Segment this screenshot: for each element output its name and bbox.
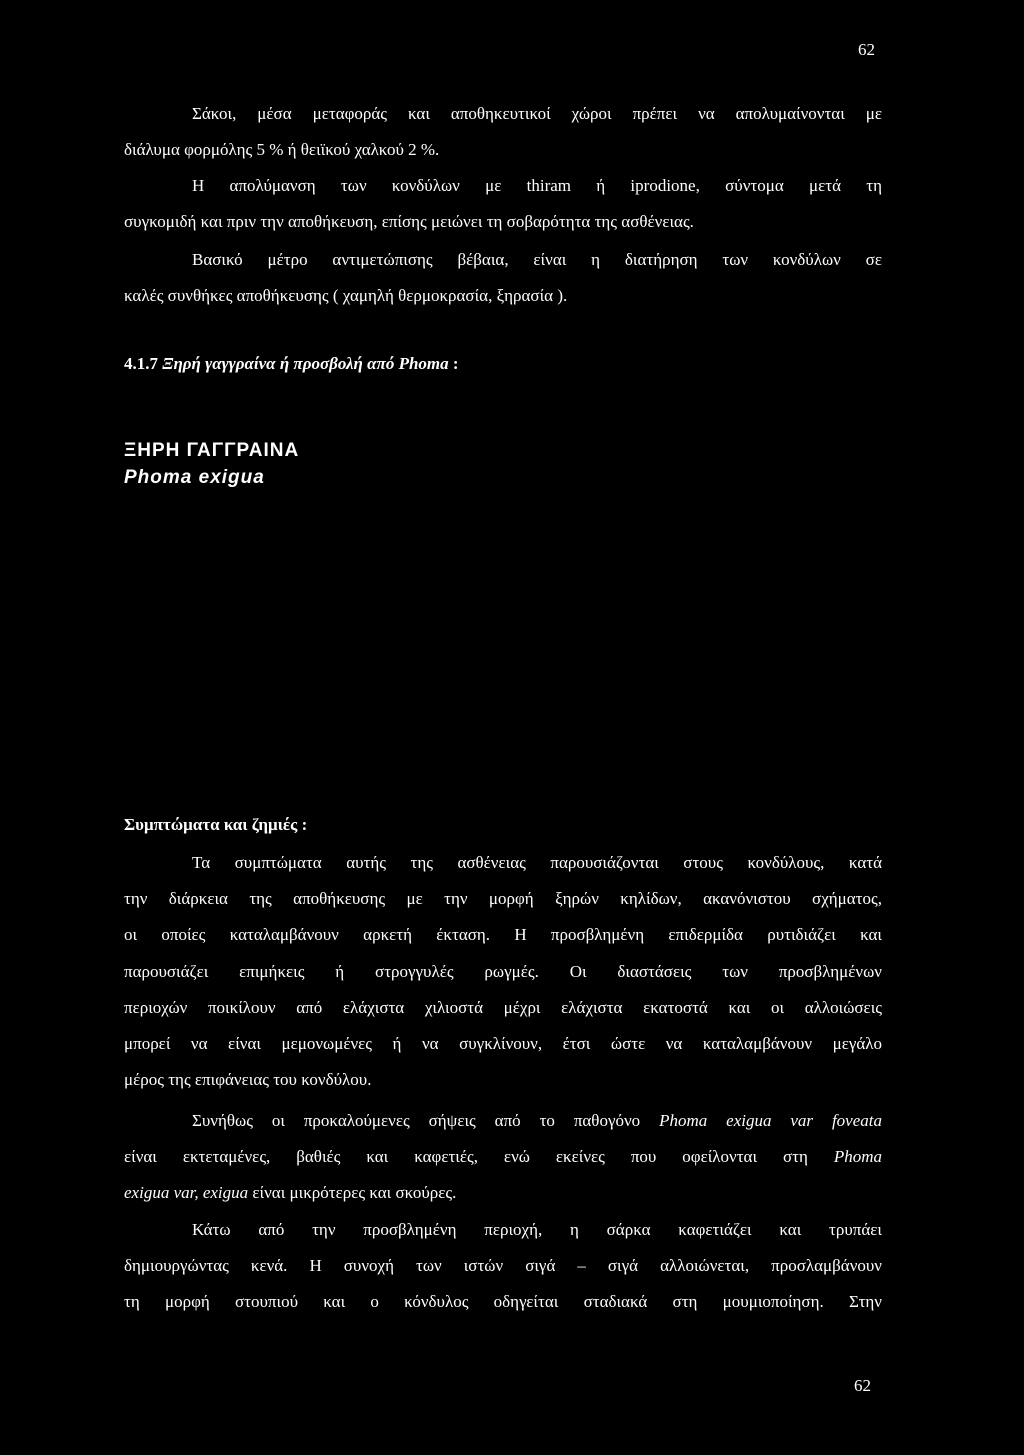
text-line: μπορεί να είναι μεμονωμένες ή να συγκλίνουν, έτσι ώστε να καταλαμβάνουν μεγάλο — [124, 1034, 882, 1054]
text-fragment: Συνήθως οι προκαλούμενες σήψεις από το παθογόνο — [192, 1111, 641, 1130]
species-name: Phoma — [833, 1147, 882, 1167]
page-number-top: 62 — [858, 40, 875, 59]
text-line: Βασικό μέτρο αντιμετώπισης βέβαια, είναι η διατήρηση των κονδύλων σε — [192, 250, 882, 269]
species-name: exigua var, exigua — [124, 1183, 249, 1203]
section-number: 4.1.7 — [124, 354, 158, 373]
text-line: συγκομιδή και πριν την αποθήκευση, επίσης μειώνει τη σοβαρότητα της ασθένειας. — [124, 212, 694, 232]
section-title-species: Phoma — [398, 354, 449, 373]
text-line: την διάρκεια της αποθήκευσης με την μορφή ξηρών κηλίδων, ακανόνιστου σχήματος, — [124, 889, 882, 909]
paragraph-disinfection-bags — [124, 96, 882, 168]
paragraph-storage-conditions — [124, 242, 882, 314]
text-line: διάλυμα φορμόλης 5 % ή θειϊκού χαλκού 2 %. — [124, 140, 440, 160]
text-line: Η απολύμανση των κονδύλων με thiram ή iprodione, σύντομα μετά τη — [192, 176, 882, 195]
page-number-bottom: 62 — [854, 1376, 871, 1395]
symptoms-heading: Συμπτώματα και ζημιές : — [124, 815, 308, 834]
section-title-suffix: : — [452, 354, 459, 373]
paragraph-flesh-damage — [124, 1212, 882, 1321]
text-line: Κάτω από την προσβλημένη περιοχή, η σάρκα καφετιάζει και τρυπάει — [192, 1220, 882, 1239]
text-fragment: είναι εκτεταμένες, βαθιές και καφετιές, ενώ εκείνες που οφείλονται στη — [124, 1147, 808, 1167]
text-line: καλές συνθήκες αποθήκευσης ( χαμηλή θερμοκρασία, ξηρασία ). — [124, 286, 568, 306]
paragraph-disinfection-tubers — [124, 168, 882, 240]
text-line: περιοχών ποικίλουν από ελάχιστα χιλιοστά μέχρι ελάχιστα εκατοστά και οι αλλοιώσεις — [124, 997, 882, 1017]
section-title: Ξηρή γαγγραίνα ή προσβολή από — [162, 354, 395, 373]
section-heading — [124, 354, 459, 374]
text-line — [124, 1103, 882, 1139]
species-name: Phoma exigua var foveata — [659, 1111, 882, 1130]
text-fragment: είναι μικρότερες και σκούρες. — [252, 1183, 457, 1203]
figure-title-latin: Phoma exigua — [124, 467, 265, 488]
text-line: τη μορφή στουπιού και ο κόνδυλος οδηγείται σταδιακά στη μουμιοποίηση. Στην — [124, 1292, 882, 1312]
paragraph-symptoms — [124, 845, 882, 1098]
figure-title-greek: ΞΗΡΗ ΓΑΓΓΡΑΙΝΑ — [124, 440, 300, 461]
text-line: μέρος της επιφάνειας του κονδύλου. — [124, 1070, 372, 1090]
text-line — [124, 1175, 882, 1211]
text-line: δημιουργώντας κενά. Η συνοχή των ιστών σιγά – σιγά αλλοιώνεται, προσλαμβάνουν — [124, 1256, 882, 1276]
paragraph-rot-types — [124, 1103, 882, 1212]
text-line: Σάκοι, μέσα μεταφοράς και αποθηκευτικοί χώροι πρέπει να απολυμαίνονται με — [192, 104, 882, 123]
text-line: Τα συμπτώματα αυτής της ασθένειας παρουσιάζονται στους κονδύλους, κατά — [192, 853, 882, 872]
text-line: οι οποίες καταλαμβάνουν αρκετή έκταση. Η προσβλημένη επιδερμίδα ρυτιδιάζει και — [124, 925, 882, 945]
text-line: παρουσιάζει επιμήκεις ή στρογγυλές ρωγμές. Οι διαστάσεις των προσβλημένων — [124, 961, 882, 981]
text-line — [124, 1139, 882, 1175]
